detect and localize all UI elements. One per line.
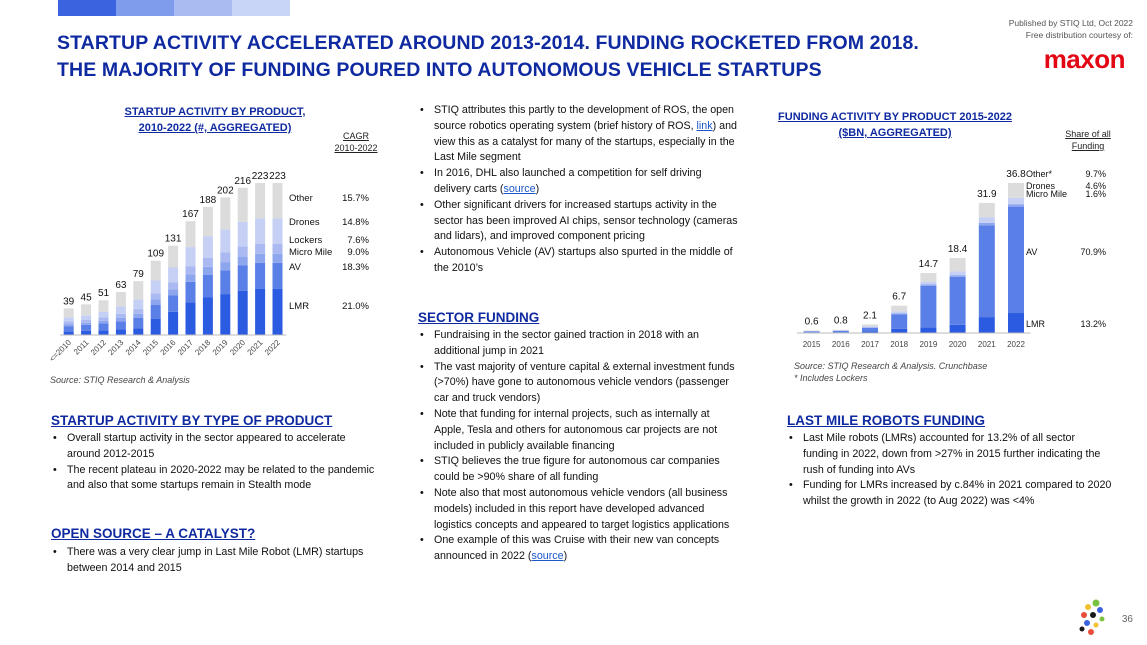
- bar-segment-av: [979, 225, 995, 317]
- bar-segment-micro-mile: [151, 300, 161, 305]
- middle-top-list: [418, 103, 740, 277]
- x-tick-label: 2022: [1007, 340, 1025, 349]
- bar-segment-other-: [950, 258, 966, 271]
- bar-segment-drones: [273, 218, 283, 243]
- bar-segment-lmr: [220, 294, 230, 335]
- bar-segment-lmr: [99, 330, 109, 335]
- bar-segment-drones: [133, 300, 143, 310]
- bar-segment-micro-mile: [238, 257, 248, 266]
- bar-segment-micro-mile: [168, 289, 178, 295]
- page-title-line2: THE MAJORITY OF FUNDING POURED INTO AUTONOMOUS VEHICLE STARTUPS: [57, 59, 822, 81]
- list-item: [418, 166, 740, 198]
- bullet-text: ) and view this as a catalyst for many of the startups, especially in the Last Mile segment: [434, 119, 737, 164]
- x-tick-label: 2015: [141, 338, 161, 357]
- bar-segment-lockers: [99, 317, 109, 320]
- ros-history-link[interactable]: link: [696, 119, 713, 132]
- bar-segment-other: [238, 188, 248, 222]
- bar-segment-av: [833, 331, 849, 332]
- bar-segment-av: [203, 275, 213, 297]
- cagr-value: 18.3%: [342, 262, 369, 273]
- bar-segment-micro-mile: [979, 223, 995, 225]
- bar-segment-drones: [151, 280, 161, 293]
- legend-label: AV: [289, 262, 301, 273]
- bar-segment-av: [804, 331, 820, 332]
- bar-segment-drones: [1008, 198, 1024, 205]
- startup-activity-chart: [40, 160, 390, 375]
- list-item: • STIQ believes the true figure for autonomous car companies could be >90% share of all funding: [418, 454, 740, 486]
- x-tick-label: 2016: [831, 340, 850, 349]
- list-item: • There was a very clear jump in Last Mile Robot (LMR) startups between 2014 and 2015: [51, 545, 381, 577]
- bar-total-label: 167: [182, 209, 199, 221]
- list-item: • Autonomous Vehicle (AV) startups also spurted in the middle of the 2010’s: [418, 245, 740, 277]
- x-tick-label: 2013: [106, 338, 126, 357]
- open-source-list: [51, 545, 381, 577]
- legend-label: Drones: [1026, 181, 1056, 191]
- bar-segment-lockers: [116, 314, 126, 318]
- bar-segment-drones: [979, 217, 995, 223]
- cruise-source-link[interactable]: source: [531, 550, 564, 563]
- bar-segment-drones: [116, 306, 126, 313]
- right-chart-source-line2: * Includes Lockers: [794, 373, 868, 383]
- bar-segment-av: [255, 263, 265, 289]
- bar-segment-lmr: [950, 325, 966, 333]
- bar-segment-other: [220, 197, 230, 229]
- bar-segment-lmr: [1008, 313, 1024, 333]
- bar-segment-micro-mile: [133, 314, 143, 318]
- dhl-source-link[interactable]: source: [503, 182, 536, 195]
- bar-total-label: 223: [251, 171, 269, 182]
- bar-segment-lmr: [81, 331, 91, 335]
- share-value: 70.9%: [1080, 247, 1106, 257]
- bar-segment-lmr: [979, 317, 995, 333]
- bar-segment-other: [168, 246, 178, 268]
- bar-total-label: 6.7: [892, 291, 907, 303]
- bar-segment-av: [862, 328, 878, 332]
- type-of-product-heading: STARTUP ACTIVITY BY TYPE OF PRODUCT: [51, 413, 333, 428]
- cagr-value: 14.8%: [342, 217, 369, 228]
- bar-segment-drones: [186, 247, 196, 266]
- bar-segment-av: [273, 263, 283, 289]
- bar-segment-drones: [168, 268, 178, 283]
- legend-label: Lockers: [289, 235, 323, 246]
- bar-segment-lmr: [116, 330, 126, 335]
- list-item: • Note also that most autonomous vehicle vendors (all business models) included in this report have developed advanced logistics concepts and appeared to target logistics applications: [418, 486, 740, 533]
- bar-segment-other: [64, 308, 74, 317]
- page-title-line1: STARTUP ACTIVITY ACCELERATED AROUND 2013-2014. FUNDING ROCKETED FROM 2018.: [57, 32, 919, 54]
- bar-segment-lmr: [238, 291, 248, 335]
- bar-total-label: 2.1: [863, 310, 877, 322]
- maxon-logo: maxon: [1043, 44, 1125, 74]
- bar-segment-drones: [203, 236, 213, 258]
- page-number: 36: [1121, 614, 1133, 625]
- list-item: • Fundraising in the sector gained traction in 2018 with an additional jump in 2021: [418, 328, 740, 360]
- tab-segment: [174, 0, 232, 16]
- bar-total-label: 202: [216, 185, 234, 197]
- share-value: 9.7%: [1085, 169, 1106, 179]
- bar-segment-av: [220, 270, 230, 294]
- sector-funding-list: [418, 328, 740, 565]
- legend-label: Other: [289, 193, 313, 204]
- left-chart-title-line2: 2010-2022 (#, AGGREGATED): [138, 122, 292, 134]
- bar-segment-micro-mile: [273, 254, 283, 263]
- bullet-text: STIQ attributes this partly to the development of ROS, the open source robotics operating system (brief history of ROS,: [434, 104, 735, 132]
- bar-segment-other: [151, 261, 161, 281]
- bar-segment-lockers: [203, 258, 213, 267]
- x-tick-label: 2016: [158, 338, 178, 357]
- bar-segment-other-: [920, 273, 936, 282]
- share-value: 4.6%: [1085, 181, 1106, 191]
- legend-label: Drones: [289, 217, 320, 228]
- bar-segment-lmr: [273, 289, 283, 335]
- legend-label: LMR: [1026, 319, 1046, 329]
- bar-segment-other: [99, 300, 109, 312]
- bar-total-label: 36.8: [1006, 169, 1026, 180]
- bar-segment-other: [116, 292, 126, 306]
- type-of-product-list: [51, 431, 381, 494]
- bar-segment-other: [186, 221, 196, 247]
- bar-total-label: 51: [97, 288, 110, 300]
- last-mile-heading: LAST MILE ROBOTS FUNDING: [787, 413, 985, 428]
- right-chart-title-line2: ($BN, AGGREGATED): [838, 127, 952, 139]
- bar-total-label: 31.9: [977, 188, 997, 200]
- bar-segment-av: [950, 277, 966, 325]
- cagr-header-line2: 2010-2022: [334, 143, 378, 153]
- bar-segment-lmr: [168, 312, 178, 335]
- cagr-header-line1: CAGR: [342, 131, 369, 141]
- bar-segment-micro-mile: [920, 284, 936, 285]
- bullet-text: In 2016, DHL also launched a competition for self driving delivery carts (: [434, 167, 702, 195]
- bar-segment-lockers: [273, 244, 283, 254]
- bar-total-label: 79: [132, 269, 144, 281]
- bar-segment-micro-mile: [950, 275, 966, 277]
- bar-segment-micro-mile: [1008, 204, 1024, 206]
- bar-segment-drones: [862, 326, 878, 327]
- bar-segment-lmr: [920, 327, 936, 333]
- bar-segment-other: [133, 281, 143, 299]
- bar-segment-lmr: [151, 319, 161, 335]
- bar-segment-lockers: [81, 320, 91, 323]
- bar-segment-drones: [950, 271, 966, 275]
- cagr-header: [328, 130, 384, 154]
- bar-total-label: 39: [63, 296, 75, 308]
- legend-label: LMR: [289, 301, 310, 312]
- bar-total-label: 188: [199, 194, 217, 206]
- bar-segment-av: [186, 282, 196, 302]
- bar-segment-drones: [220, 229, 230, 252]
- list-item: • The vast majority of venture capital & external investment funds (>70%) have gone to autonomous vehicle vendors (passenger car and truck vendors): [418, 360, 740, 407]
- bar-segment-lockers: [151, 293, 161, 299]
- x-tick-label: 2022: [262, 338, 282, 357]
- cagr-value: 7.6%: [347, 235, 369, 246]
- bullet-text: ): [535, 182, 540, 195]
- published-by: Published by STIQ Ltd, Oct 2022: [1008, 18, 1133, 28]
- bar-segment-other-: [833, 330, 849, 331]
- bar-total-label: 0.8: [833, 315, 848, 327]
- x-tick-label: 2021: [977, 340, 996, 349]
- bar-segment-av: [1008, 207, 1024, 313]
- tab-segment: [116, 0, 174, 16]
- x-tick-label: <=2010: [47, 338, 74, 364]
- bar-segment-other-: [979, 203, 995, 217]
- bar-total-label: 18.4: [947, 244, 968, 255]
- bar-segment-av: [81, 325, 91, 331]
- bar-segment-other-: [1008, 183, 1024, 198]
- x-tick-label: 2020: [228, 338, 248, 357]
- bar-segment-lmr: [203, 298, 213, 335]
- legend-label: Micro Mile: [289, 247, 333, 258]
- bar-segment-lmr: [255, 289, 265, 335]
- bar-total-label: 14.7: [918, 259, 939, 271]
- bar-segment-drones: [81, 315, 91, 320]
- left-chart-source: Source: STIQ Research & Analysis: [50, 375, 190, 385]
- bar-total-label: 109: [147, 248, 165, 260]
- bar-segment-other-: [891, 306, 907, 312]
- legend-label: AV: [1026, 247, 1038, 257]
- cagr-value: 9.0%: [347, 247, 369, 258]
- bar-segment-micro-mile: [203, 267, 213, 275]
- bar-segment-lmr: [186, 302, 196, 335]
- list-item: • Other significant drivers for increased startups activity in the sector has been improved AI chips, sensor technology (cameras and lidars), and improved component pricing: [418, 198, 740, 245]
- bar-segment-other: [81, 304, 91, 315]
- bar-segment-micro-mile: [186, 274, 196, 281]
- x-tick-label: 2017: [175, 338, 195, 357]
- right-chart-source-line1: Source: STIQ Research & Analysis. Crunchbase: [794, 361, 988, 371]
- bar-segment-av: [891, 314, 907, 329]
- bar-segment-other: [273, 183, 283, 218]
- list-item: [418, 103, 740, 166]
- x-tick-label: 2018: [193, 338, 213, 357]
- x-tick-label: 2017: [861, 340, 879, 349]
- x-tick-label: 2018: [890, 340, 909, 349]
- sector-funding-heading: SECTOR FUNDING: [418, 310, 540, 325]
- funding-activity-chart: [780, 140, 1130, 355]
- bar-segment-micro-mile: [64, 324, 74, 326]
- bar-segment-drones: [255, 218, 265, 243]
- bullet-text: ): [563, 550, 568, 563]
- last-mile-list: [787, 431, 1112, 510]
- page-title: [57, 30, 957, 84]
- bar-segment-lockers: [133, 309, 143, 314]
- share-header-line1: Share of all: [1065, 129, 1111, 139]
- bar-segment-micro-mile: [116, 318, 126, 321]
- bullet-text: One example of this was Cruise with their new van concepts announced in 2022 (: [434, 534, 720, 563]
- bar-segment-lmr: [891, 329, 907, 333]
- bar-segment-lmr: [133, 328, 143, 335]
- cagr-value: 15.7%: [342, 193, 369, 204]
- share-value: 13.2%: [1080, 319, 1106, 329]
- legend-label: Micro Mile: [1026, 189, 1068, 199]
- right-chart-title: [775, 109, 1015, 141]
- x-tick-label: 2021: [245, 338, 265, 357]
- bar-segment-other: [203, 207, 213, 236]
- bar-total-label: 0.6: [804, 316, 819, 328]
- bar-segment-other: [255, 183, 265, 218]
- bar-segment-drones: [238, 222, 248, 247]
- list-item: • Note that funding for internal projects, such as internally at Apple, Tesla and others for autonomous car projects are not included in publicly available financing: [418, 407, 740, 454]
- bar-segment-lockers: [186, 266, 196, 274]
- x-tick-label: 2019: [919, 340, 938, 349]
- bar-segment-av: [64, 326, 74, 331]
- bar-segment-av: [920, 286, 936, 328]
- bar-segment-drones: [920, 282, 936, 285]
- bar-segment-micro-mile: [220, 262, 230, 270]
- list-item: • Overall startup activity in the sector appeared to accelerate around 2012-2015: [51, 431, 381, 463]
- bar-segment-drones: [64, 317, 74, 321]
- right-chart-source: [794, 360, 987, 384]
- bar-segment-lockers: [64, 321, 74, 324]
- x-tick-label: 2011: [71, 338, 91, 357]
- list-item: • The recent plateau in 2020-2022 may be related to the pandemic and also that some startups remain in Stealth mode: [51, 463, 381, 495]
- publisher-note: [1009, 17, 1133, 41]
- top-tab-strip: [58, 0, 290, 16]
- right-chart-title-line1: FUNDING ACTIVITY BY PRODUCT 2015-2022: [778, 111, 1012, 123]
- bar-total-label: 223: [269, 171, 286, 182]
- bar-segment-drones: [99, 312, 109, 317]
- bar-segment-av: [168, 295, 178, 311]
- open-source-heading: OPEN SOURCE – A CATALYST?: [51, 526, 256, 541]
- bar-total-label: 63: [115, 280, 127, 292]
- bar-segment-lmr: [64, 332, 74, 335]
- legend-label: Other*: [1026, 169, 1053, 179]
- share-value: 1.6%: [1085, 189, 1106, 199]
- bar-segment-drones: [891, 311, 907, 313]
- x-tick-label: 2020: [948, 340, 967, 349]
- x-tick-label: 2019: [210, 338, 230, 357]
- tab-segment: [58, 0, 116, 16]
- bar-segment-av: [99, 323, 109, 330]
- bar-segment-lockers: [255, 244, 265, 254]
- bar-segment-av: [133, 318, 143, 328]
- x-tick-label: 2012: [88, 338, 108, 357]
- bar-segment-av: [151, 305, 161, 319]
- bar-segment-micro-mile: [255, 254, 265, 263]
- bar-segment-micro-mile: [891, 313, 907, 314]
- share-header-line2: Funding: [1071, 141, 1105, 151]
- x-tick-label: 2014: [123, 338, 143, 357]
- courtesy-text: Free distribution courtesy of:: [1025, 30, 1133, 40]
- stiq-logo-icon: [1076, 598, 1106, 638]
- bar-segment-av: [238, 265, 248, 290]
- bar-total-label: 216: [234, 175, 252, 187]
- list-item: • Funding for LMRs increased by c.84% in 2021 compared to 2020 whilst the growth in 2022 (to Aug 2022) was <4%: [787, 478, 1112, 510]
- bar-segment-lockers: [168, 283, 178, 290]
- bar-segment-lockers: [238, 246, 248, 256]
- bar-segment-lockers: [220, 253, 230, 263]
- left-chart-title: [100, 104, 330, 136]
- tab-segment: [232, 0, 290, 16]
- bar-total-label: 131: [164, 233, 182, 245]
- x-tick-label: 2015: [802, 340, 821, 349]
- left-chart-title-line1: STARTUP ACTIVITY BY PRODUCT,: [124, 106, 306, 118]
- cagr-value: 21.0%: [342, 301, 369, 312]
- bar-segment-av: [116, 321, 126, 329]
- bar-segment-other-: [862, 324, 878, 326]
- bar-segment-micro-mile: [81, 323, 91, 325]
- bar-total-label: 45: [80, 292, 92, 304]
- bar-segment-micro-mile: [99, 321, 109, 324]
- list-item: • Last Mile robots (LMRs) accounted for 13.2% of all sector funding in 2022, down from >27% in 2015 further indicating the rush of funding into AVs: [787, 431, 1112, 478]
- list-item: [418, 533, 740, 565]
